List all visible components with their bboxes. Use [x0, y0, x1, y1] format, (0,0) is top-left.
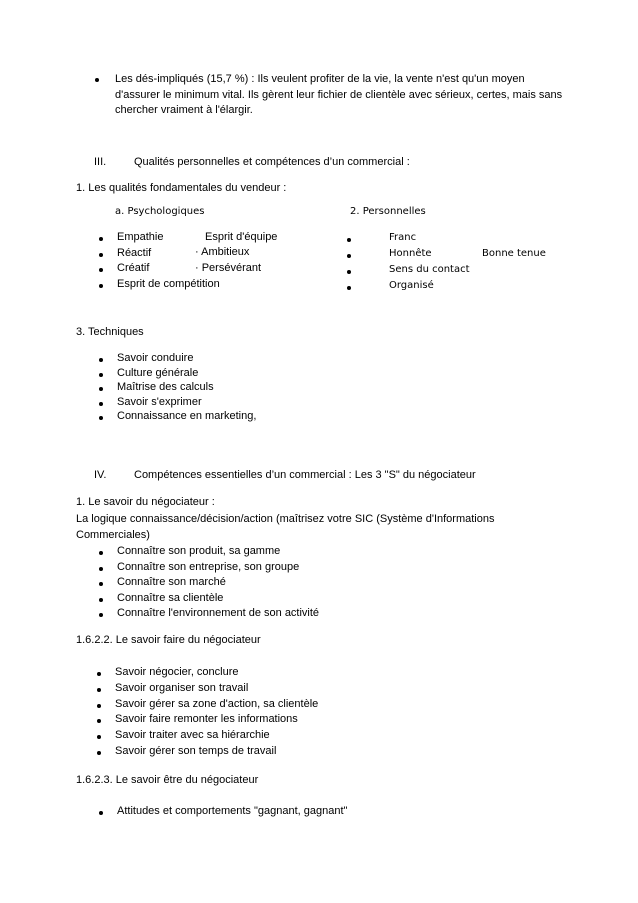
savoir-faire-item: Savoir traiter avec sa hiérarchie: [115, 729, 270, 742]
bullet-icon: [99, 416, 103, 420]
bullet-icon: [97, 751, 101, 755]
savoir-etre-item: Attitudes et comportements "gagnant, gagnant": [117, 805, 348, 817]
bullet-icon: [347, 254, 351, 258]
perso-extra: Bonne tenue: [482, 248, 546, 259]
perso-item: Organisé: [389, 280, 434, 291]
savoir-heading: 1. Le savoir du négociateur :: [76, 496, 215, 508]
section4-title: Compétences essentielles d’un commercial : Les 3 "S" du négociateur: [134, 469, 476, 481]
bullet-icon: [99, 567, 103, 571]
bullet-icon: [97, 704, 101, 708]
savoir-item: Connaître sa clientèle: [117, 591, 224, 604]
bullet-icon: [99, 402, 103, 406]
bullet-icon: [97, 735, 101, 739]
savoir-faire-item: Savoir gérer sa zone d'action, sa clientèle: [115, 697, 319, 710]
psycho-item: Esprit de compétition: [117, 278, 220, 291]
section3-title: Qualités personnelles et compétences d’un commercial :: [134, 156, 410, 168]
bullet-icon: [99, 253, 103, 257]
bullet-icon: [97, 688, 101, 692]
bullet-icon: [95, 78, 99, 82]
bullet-icon: [99, 811, 103, 815]
psycho-item: Créatif: [117, 262, 150, 275]
savoir-faire-item: Savoir négocier, conclure: [115, 666, 239, 678]
section3-numeral: III.: [94, 156, 107, 168]
perso-item: Honnête: [389, 248, 432, 259]
bullet-icon: [99, 582, 103, 586]
bullet-icon: [99, 551, 103, 555]
savoir-item: Connaître l'environnement de son activité: [117, 607, 320, 620]
savoir-faire-item: Savoir gérer son temps de travail: [115, 745, 277, 757]
bullet-icon: [99, 598, 103, 602]
psycho-item: Réactif: [117, 246, 152, 259]
bullet-icon: [99, 387, 103, 391]
savoir-item: Connaître son entreprise, son groupe: [117, 560, 300, 573]
bullet-icon: [99, 373, 103, 377]
savoir-item: Connaître son marché: [117, 576, 226, 589]
psycho-item: Empathie: [117, 231, 164, 243]
savoir-faire-heading: 1.6.2.2. Le savoir faire du négociateur: [76, 634, 261, 646]
bullet-icon: [99, 268, 103, 272]
perso-item: Sens du contact: [389, 264, 470, 275]
savoir-faire-item: Savoir organiser son travail: [115, 681, 249, 694]
intro-bullet-text: Les dés-impliqués (15,7 %) : Ils veulent profiter de la vie, la vente n'est qu'un moyen d'assurer le minimum vital. Ils gèrent leur fichier de clientèle avec sérieux, certes, mais sans chercher vraiment à l'élargir.: [115, 73, 563, 116]
tech-item: Savoir conduire: [117, 352, 194, 364]
psycho-heading: a. Psychologiques: [115, 206, 205, 217]
perso-item: Franc: [389, 232, 417, 243]
bullet-icon: [99, 284, 103, 288]
tech-item: Connaissance en marketing,: [117, 410, 257, 422]
section4-numeral: IV.: [94, 469, 107, 481]
bullet-icon: [97, 672, 101, 676]
psycho-col2-item: Esprit d'équipe: [205, 231, 278, 243]
psycho-col2-item: · Ambitieux: [195, 246, 250, 258]
bullet-icon: [97, 719, 101, 723]
savoir-line2: Commerciales): [76, 529, 150, 541]
perso-heading: 2. Personnelles: [350, 206, 426, 217]
bullet-icon: [99, 237, 103, 241]
savoir-faire-item: Savoir faire remonter les informations: [115, 713, 298, 726]
bullet-icon: [347, 286, 351, 290]
tech-heading: 3. Techniques: [76, 326, 144, 338]
savoir-etre-heading: 1.6.2.3. Le savoir être du négociateur: [76, 774, 259, 786]
tech-item: Savoir s'exprimer: [117, 395, 202, 408]
tech-item: Culture générale: [117, 366, 199, 379]
savoir-line1: La logique connaissance/décision/action (maîtrisez votre SIC (Système d'Informations: [76, 513, 495, 525]
bullet-icon: [347, 270, 351, 274]
bullet-icon: [99, 358, 103, 362]
bullet-icon: [99, 613, 103, 617]
savoir-item: Connaître son produit, sa gamme: [117, 545, 281, 557]
tech-item: Maîtrise des calculs: [117, 381, 214, 393]
psycho-col2-item: · Persévérant: [195, 262, 262, 274]
bullet-icon: [347, 238, 351, 242]
section3-sub1: 1. Les qualités fondamentales du vendeur :: [76, 182, 287, 194]
